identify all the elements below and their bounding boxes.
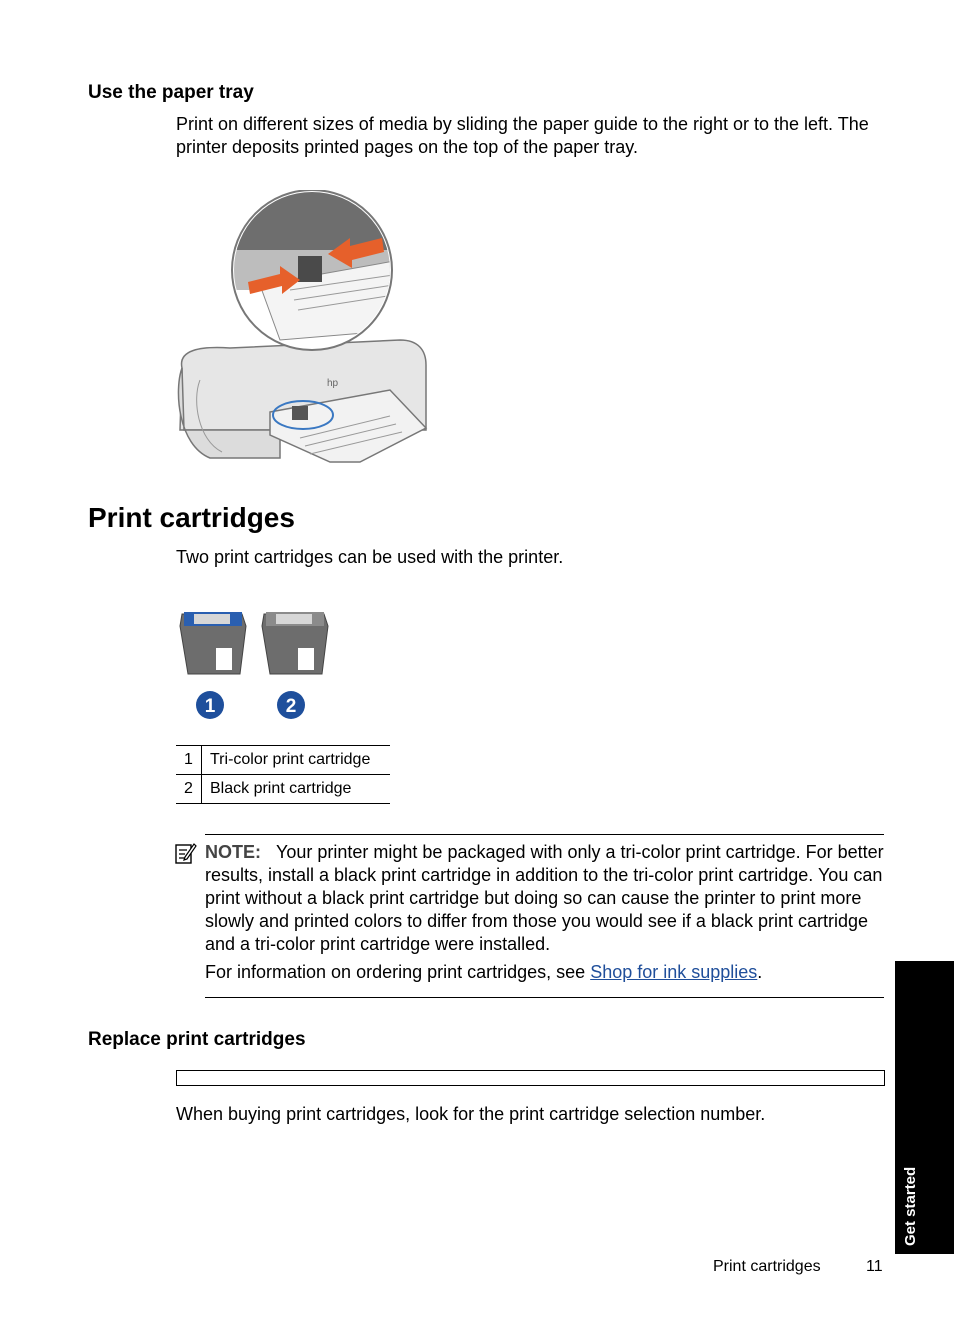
section-heading-paper-tray: Use the paper tray	[88, 82, 254, 103]
print-cartridges-intro: Two print cartridges can be used with the printer.	[176, 547, 564, 567]
shop-ink-supplies-link[interactable]: Shop for ink supplies	[590, 962, 758, 982]
section-heading-print-cartridges: Print cartridges	[88, 502, 295, 533]
paper-tray-body: Print on different sizes of media by sliding the paper guide to the right or to the left. The printer deposits printed pages on the top of the paper tray.	[176, 114, 869, 157]
callout-2: 2	[285, 696, 297, 717]
print-cartridges-illustration	[176, 608, 336, 724]
section-heading-replace-cartridges: Replace print cartridges	[88, 1029, 306, 1050]
legend-number: 2	[176, 775, 202, 804]
footer-page-number: 11	[866, 1258, 883, 1275]
printer-paper-guide-illustration	[170, 190, 432, 468]
empty-box	[176, 1070, 885, 1086]
footer-section: Print cartridges	[713, 1258, 821, 1275]
note-paragraph	[205, 841, 887, 956]
note-label: NOTE:	[205, 842, 261, 862]
callout-1: 1	[204, 696, 216, 717]
side-tab-label: Get started	[902, 1166, 919, 1246]
note-info-prefix: For information on ordering print cartridges, see	[205, 962, 591, 982]
legend-number: 1	[176, 746, 202, 775]
table-row	[176, 775, 390, 804]
side-tab	[895, 961, 954, 1254]
cartridge-legend-table	[176, 745, 390, 804]
replace-body: When buying print cartridges, look for the print cartridge selection number.	[176, 1104, 766, 1124]
note-icon	[175, 842, 197, 864]
note-text: Your printer might be packaged with only a tri-color print cartridge. For better results, install a black print cartridge in addition to the tri-color print cartridge. You can print without a black print cartridge but doing so can cause the printer to print more slowly and printed colors to differ from those you would see if a black print cartridge and a tri-color print cartridge were installed.	[205, 842, 884, 954]
note-info-suffix: .	[757, 962, 763, 982]
svg-text:hp: hp	[327, 378, 339, 389]
legend-label: Tri-color print cartridge	[202, 746, 391, 775]
note-top-rule	[205, 834, 884, 835]
legend-label: Black print cartridge	[202, 775, 391, 804]
table-row	[176, 746, 390, 775]
note-info-paragraph	[205, 961, 887, 984]
note-bottom-rule	[205, 997, 884, 998]
